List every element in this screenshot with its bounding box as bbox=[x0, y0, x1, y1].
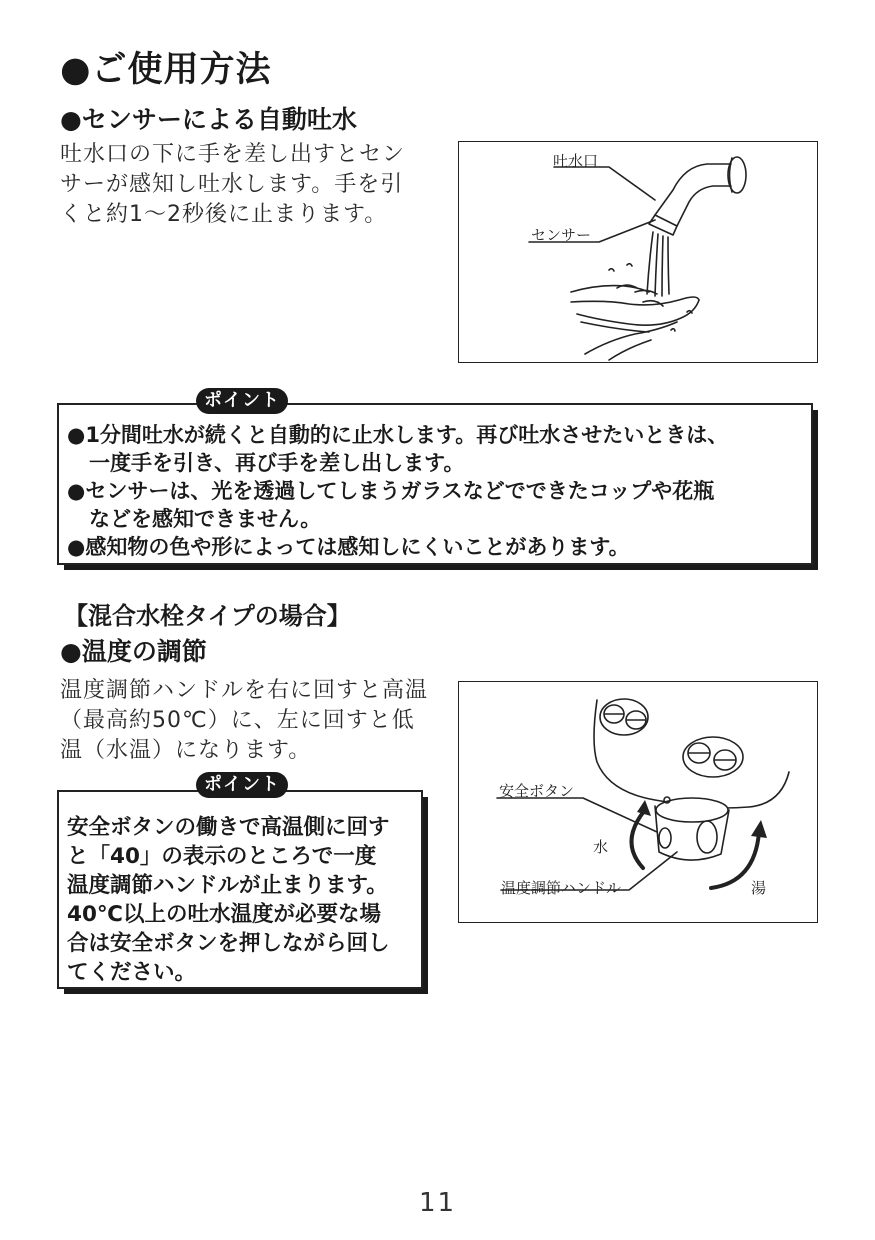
spout-label: 吐水口 bbox=[553, 152, 599, 170]
point-line: 合は安全ボタンを押しながら回し bbox=[67, 931, 390, 956]
sensor-label: センサー bbox=[531, 226, 592, 244]
water-label: 水 bbox=[593, 838, 609, 856]
section-heading-temperature: ●温度の調節 bbox=[60, 637, 207, 666]
point-item: ●1分間吐水が続くと自動的に止水します。再び吐水させたいときは、 bbox=[67, 423, 729, 447]
point-item: ●センサーは、光を透過してしまうガラスなどでできたコップや花瓶 bbox=[67, 479, 715, 503]
point-item: ●感知物の色や形によっては感知しにくいことがあります。 bbox=[67, 535, 630, 559]
sensor-description bbox=[60, 140, 405, 230]
sensor-faucet-figure bbox=[458, 141, 818, 363]
temperature-description bbox=[60, 676, 428, 766]
temperature-handle-figure bbox=[458, 681, 818, 923]
text-line: 吐水口の下に手を差し出すとセン bbox=[60, 142, 406, 167]
text-line: 温度調節ハンドルを右に回すと高温 bbox=[60, 678, 429, 703]
faucet-hands-illustration bbox=[459, 142, 817, 362]
text-line: くと約1～2秒後に止まります。 bbox=[60, 202, 388, 227]
page-number: 11 bbox=[418, 1188, 457, 1218]
point-line: と「40」の表示のところで一度 bbox=[67, 844, 377, 869]
point-box-sensor bbox=[57, 403, 813, 565]
page-title: ●ご使用方法 bbox=[60, 50, 272, 90]
point-item-continued: などを感知できません。 bbox=[89, 507, 322, 531]
point-item-continued: 一度手を引き、再び手を差し出します。 bbox=[89, 451, 465, 475]
text-line: （最高約50℃）に、左に回すと低 bbox=[60, 708, 415, 733]
point-line: 40℃以上の吐水温度が必要な場 bbox=[67, 902, 381, 927]
point-line: 安全ボタンの働きで高温側に回す bbox=[67, 815, 390, 840]
point-line: てください。 bbox=[67, 960, 197, 985]
temperature-handle-label: 温度調節ハンドル bbox=[501, 879, 622, 897]
section-heading-sensor: ●センサーによる自動吐水 bbox=[60, 105, 357, 134]
text-line: サーが感知し吐水します。手を引 bbox=[60, 172, 404, 197]
point-list bbox=[67, 813, 390, 987]
point-badge: ポイント bbox=[196, 772, 288, 798]
point-list bbox=[67, 421, 728, 561]
point-line: 温度調節ハンドルが止まります。 bbox=[67, 873, 388, 898]
text-line: 温（水温）になります。 bbox=[60, 738, 312, 763]
mixing-faucet-subheading: 【混合水栓タイプの場合】 bbox=[64, 602, 351, 630]
safety-button-label: 安全ボタン bbox=[499, 782, 575, 800]
point-badge: ポイント bbox=[196, 388, 288, 414]
hot-water-label: 湯 bbox=[751, 879, 767, 897]
point-box-safety bbox=[57, 790, 423, 989]
